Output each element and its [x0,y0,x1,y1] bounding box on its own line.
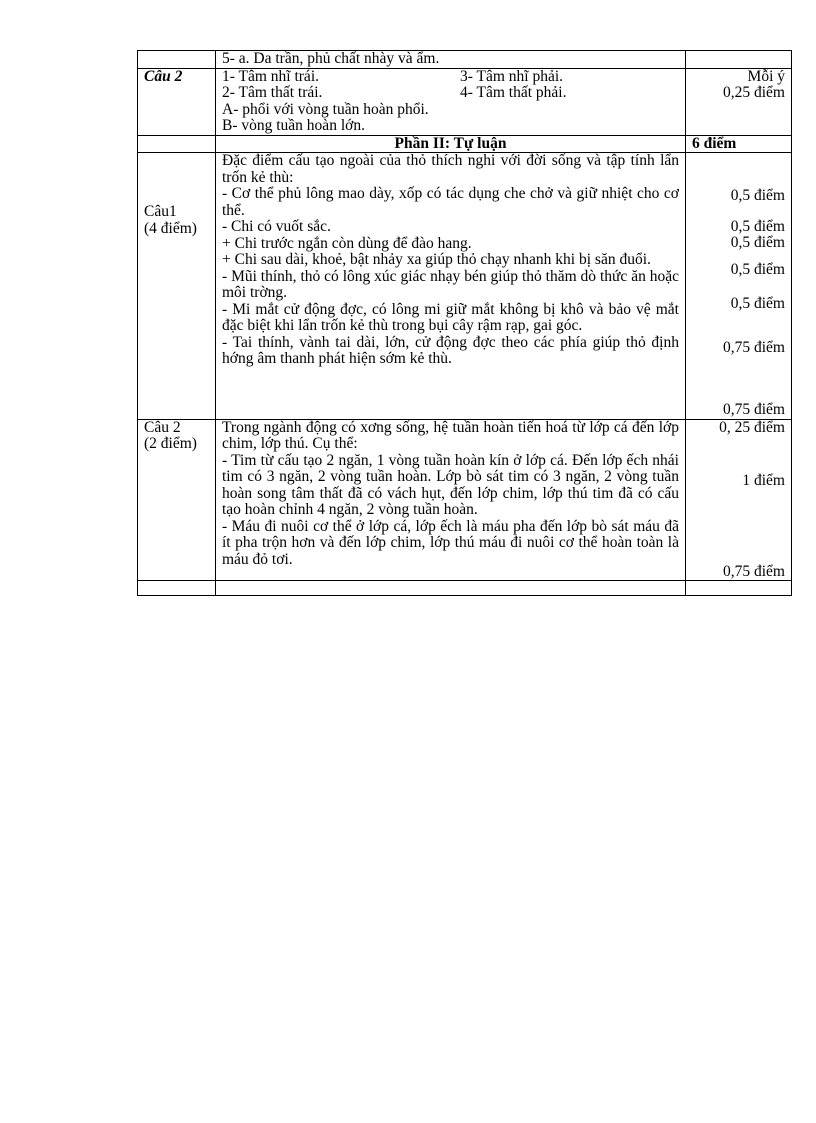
answer-cell [216,153,686,420]
answer-item: 4- Tâm thất phải. [460,84,567,101]
answer-item: - Cơ thể phủ lông mao dày, xốp có tác dụng che chở và giữ nhiệt cho cơ thể. [222,185,679,219]
score-cell [686,419,792,581]
answer-item: - Tai thính, vành tai dài, lớn, cử động đợc theo các phía giúp thỏ định hớng âm thanh phát hiện sớm kẻ thù. [222,333,679,367]
answer-item: Trong ngành động có xơng sống, hệ tuần hoàn tiến hoá từ lớp cá đến lớp chim, lớp thú. Cụ thể: [222,418,679,452]
question-label-line: (2 điểm) [144,435,197,452]
score-text: 0,75 điểm [723,338,785,356]
table-row [138,581,792,596]
score-text: 0,75 điểm [723,401,785,418]
answer-item: 3- Tâm nhĩ phải. [460,67,564,85]
answer-item: Đặc điểm cấu tạo ngoài của thỏ thích nghi với đời sống và tập tính lẩn trốn kẻ thù: [222,152,679,186]
answer-cell [216,581,686,596]
answer-item: - Mi mắt cử động đợc, có lông mi giữ mắt không bị khô và bảo vệ mắt đặc biệt khi lẩn trốn kẻ thù trong bụi cây rậm rạp, gai góc. [222,300,679,334]
answer-item: + Chi trước ngắn còn dùng để đào hang. [222,234,472,252]
score-text: 1 điểm [742,472,785,489]
answer-line: B- vòng tuần hoàn lớn. [222,117,365,134]
question-label [138,153,216,420]
answer-line: 5- a. Da trần, phủ chất nhày và ẩm. [222,50,440,67]
score-cell [686,581,792,596]
score-text: Mỗi ý [747,67,785,85]
question-label [138,419,216,581]
answer-item: - Tim từ cấu tạo 2 ngăn, 1 vòng tuần hoàn kín ở lớp cá. Đến lớp ếch nhái tim có 3 ngăn, 2 vòng tuần hoàn. Lớp bò sát tim có 3 ngăn, 2 vòng tuần hoàn song tâm thất đã có vách hụt, đến lớp chim, lớp thú tim đã có cấu tạo hoàn chỉnh 4 ngăn, 2 vòng tuần hoàn. [222,451,679,518]
score-text: 0,5 điểm [730,260,785,278]
question-cell [138,581,216,596]
answer-cell [216,419,686,581]
score-text: 0, 25 điểm [719,418,785,436]
answer-item: - Mũi thính, thỏ có lông xúc giác nhạy bén giúp thỏ thăm dò thức ăn hoặc môi trờng. [222,267,679,301]
answer-table [137,50,792,596]
answer-item: 2- Tâm thất trái. [222,84,323,101]
answer-item: - Máu đi nuôi cơ thể ở lớp cá, lớp ếch là máu pha đến lớp bò sát máu đã ít pha trộn hơn và đến lớp chim, lớp thú máu đi nuôi cơ thể hoàn toàn là máu đỏ tơi. [222,517,679,568]
answer-item: 1- Tâm nhĩ trái. [222,67,319,85]
section-header-row [138,135,792,153]
score-text: 0,5 điểm [730,217,785,235]
question-label-line: (4 điểm) [144,219,197,237]
section-title: Phần II: Tự luận [216,135,686,153]
question-cell [138,135,216,153]
answer-line [222,85,679,102]
table-row [138,68,792,135]
score-cell [686,153,792,420]
score-text: 0,25 điểm [723,84,785,101]
score-cell [686,51,792,69]
table-row [138,51,792,69]
score-text: 0,5 điểm [730,187,785,204]
question-label-line: Câu 2 [144,418,181,436]
question-cell [138,51,216,69]
answer-item: - Chi có vuốt sắc. [222,218,331,235]
table-row [138,419,792,581]
section-points: 6 điểm [686,135,792,153]
question-label: Câu 2 [138,68,216,135]
table-row [138,153,792,420]
score-text: 0,5 điểm [730,234,785,251]
score-cell [686,68,792,135]
answer-cell [216,68,686,135]
answer-item: + Chi sau dài, khoẻ, bật nhảy xa giúp thỏ chạy nhanh khi bị săn đuổi. [222,251,651,268]
answer-line [222,69,679,86]
answer-cell [216,51,686,69]
answer-line: A- phổi với vòng tuần hoàn phổi. [222,100,429,118]
score-text: 0,5 điểm [730,295,785,312]
score-text: 0,75 điểm [723,562,785,580]
question-label-line: Câu1 [144,203,177,220]
